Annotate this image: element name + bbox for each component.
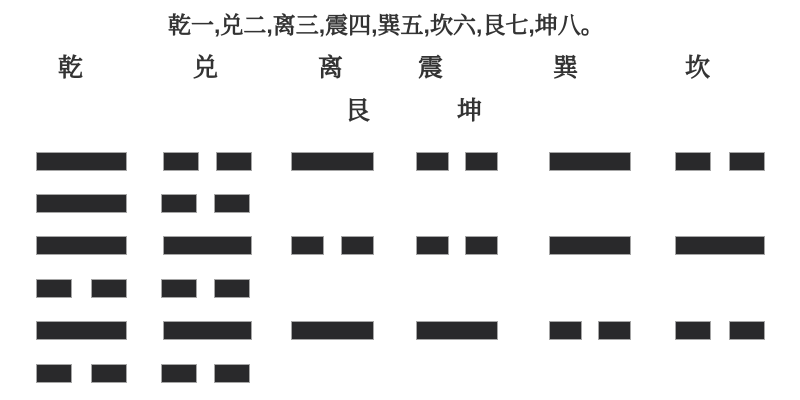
trigram-label-zhen: 震 bbox=[418, 54, 444, 82]
yin-line-kun bbox=[161, 279, 250, 298]
trigram-figure-xun bbox=[549, 0, 631, 400]
yin-line-segment bbox=[91, 364, 127, 383]
yin-line-segment bbox=[214, 364, 250, 383]
trigram-label-gen: 艮 bbox=[345, 97, 371, 125]
trigram-label-dui: 兑 bbox=[193, 54, 219, 82]
yin-line-segment bbox=[214, 194, 250, 213]
yin-line-kun bbox=[161, 364, 250, 383]
yin-line-kan bbox=[675, 152, 765, 171]
yang-line-xun bbox=[549, 236, 631, 255]
yin-line-segment bbox=[161, 279, 197, 298]
yin-line-kan bbox=[675, 321, 765, 340]
trigram-figure-li bbox=[291, 0, 374, 400]
yin-line-segment bbox=[675, 321, 711, 340]
trigram-label-kun: 坤 bbox=[457, 97, 483, 125]
yang-line-gen bbox=[36, 194, 127, 213]
yin-line-gen bbox=[36, 364, 127, 383]
yin-line-segment bbox=[598, 321, 631, 340]
yin-line-segment bbox=[465, 236, 498, 255]
yin-line-segment bbox=[291, 236, 324, 255]
trigram-figure-zhen bbox=[416, 0, 498, 400]
trigram-figure-kan bbox=[675, 0, 765, 400]
yin-line-segment bbox=[416, 152, 449, 171]
yang-line-li bbox=[291, 152, 374, 171]
yin-line-segment bbox=[341, 236, 374, 255]
yin-line-segment bbox=[675, 152, 711, 171]
yang-line-zhen bbox=[416, 321, 498, 340]
bagua-sequence-title: 乾一,兑二,离三,震四,巽五,坎六,艮七,坤八。 bbox=[168, 12, 604, 38]
yin-line-segment bbox=[465, 152, 498, 171]
yin-line-segment bbox=[729, 321, 765, 340]
yin-line-segment bbox=[729, 152, 765, 171]
yin-line-xun bbox=[549, 321, 631, 340]
yin-line-li bbox=[291, 236, 374, 255]
trigram-label-qian: 乾 bbox=[58, 54, 84, 82]
yin-line-segment bbox=[36, 279, 72, 298]
yin-line-segment bbox=[214, 279, 250, 298]
yin-line-segment bbox=[161, 364, 197, 383]
yin-line-segment bbox=[549, 321, 582, 340]
yang-line-kan bbox=[675, 236, 765, 255]
yin-line-kun bbox=[161, 194, 250, 213]
trigram-figure-gen bbox=[36, 0, 127, 400]
yin-line-zhen bbox=[416, 236, 498, 255]
yin-line-gen bbox=[36, 279, 127, 298]
yang-line-xun bbox=[549, 152, 631, 171]
yin-line-segment bbox=[36, 364, 72, 383]
yin-line-segment bbox=[91, 279, 127, 298]
yin-line-zhen bbox=[416, 152, 498, 171]
yang-line-li bbox=[291, 321, 374, 340]
trigram-label-li: 离 bbox=[318, 54, 344, 82]
trigram-label-xun: 巽 bbox=[553, 54, 579, 82]
trigram-figure-kun bbox=[161, 0, 250, 400]
trigram-label-kan: 坎 bbox=[685, 54, 711, 82]
yin-line-segment bbox=[161, 194, 197, 213]
yin-line-segment bbox=[416, 236, 449, 255]
